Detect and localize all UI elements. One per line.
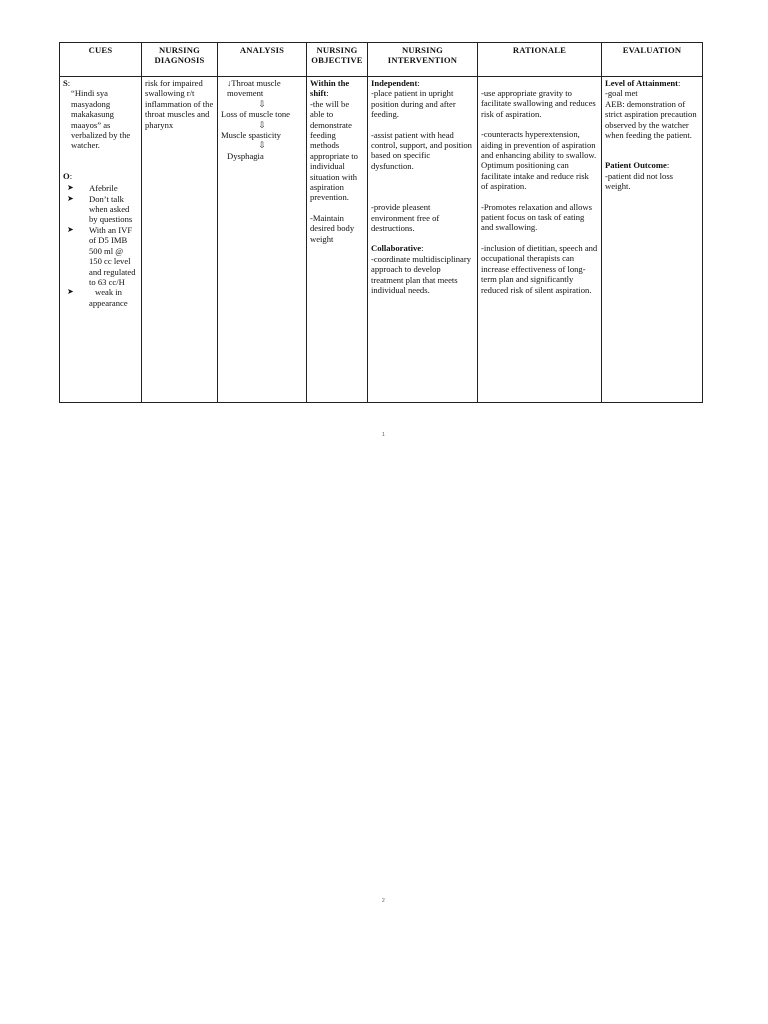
- analysis-line-4: Dysphagia: [227, 150, 264, 161]
- intervention-cell: [368, 77, 478, 403]
- nursing-care-plan-table: [59, 42, 703, 403]
- content-row: [60, 77, 703, 403]
- header-row: [60, 43, 703, 77]
- objective-text-1: -the will be able to demonstrate feeding methods appropriate to individual situation with aspiration prevention.: [310, 98, 358, 203]
- list-item: [67, 225, 138, 287]
- rationale-item-3: -Promotes relaxation and allows patient focus on task of eating and swallowing.: [481, 201, 592, 233]
- rationale-item-4: -inclusion of dietitian, speech and occupational therapists can increase effectiveness of long-term plan and significantly reduced risk of silent aspiration.: [481, 242, 598, 295]
- objective-cue-text: weak in appearance: [89, 287, 128, 308]
- subjective-label: S: [63, 78, 68, 88]
- diagnosis-text: risk for impaired swallowing r/t inflammation of the throat muscles and pharynx: [145, 78, 214, 130]
- cues-cell: [60, 77, 142, 403]
- independent-colon: :: [417, 78, 420, 88]
- down-arrow-icon: ⇩: [258, 140, 266, 151]
- objective-cue-text: With an IVF of D5 IMB 500 ml @ 150 cc level and regulated to 63 cc/H: [89, 224, 136, 287]
- analysis-cell: [218, 77, 307, 403]
- header-nursing-objective: NURSING OBJECTIVE: [307, 43, 368, 77]
- down-arrow-icon: ⇩: [258, 98, 266, 109]
- evaluation-aeb: AEB: demonstration of strict aspiration precaution observed by the watcher when feeding the patient.: [605, 98, 697, 141]
- independent-label: Independent: [371, 78, 418, 88]
- list-item: [67, 287, 138, 308]
- subjective-colon: :: [67, 78, 71, 88]
- arrow-bullet-icon: ➤: [67, 287, 74, 297]
- level-of-attainment-label: Level of Attainment: [605, 78, 679, 88]
- evaluation-goal: -goal met: [605, 88, 638, 99]
- collaborative-label: Collaborative: [371, 243, 422, 254]
- arrow-bullet-icon: ➤: [67, 193, 74, 203]
- analysis-line-3: Muscle spasticity: [221, 130, 281, 141]
- diagnosis-cell: [142, 77, 218, 403]
- objective-cue-text: Afebrile: [89, 183, 118, 194]
- subjective-quote: “Hindi sya masyadong makakasung maayos” as verbalized by the watcher.: [71, 88, 131, 151]
- patient-outcome-label: Patient Outcome: [605, 160, 667, 171]
- objective-colon: :: [69, 170, 73, 181]
- analysis-line-2: Loss of muscle tone: [221, 109, 290, 120]
- collaborative-colon: :: [421, 243, 424, 254]
- intervention-item-3: -provide pleasent environment free of destructions.: [371, 202, 440, 234]
- header-rationale: RATIONALE: [478, 43, 602, 77]
- header-cues: CUES: [60, 43, 142, 77]
- collaborative-text: -coordinate multidisciplinary approach to develop treatment plan that meets individual needs.: [371, 253, 471, 296]
- objective-cell: [307, 77, 368, 403]
- page-number-2: 2: [382, 898, 385, 904]
- objective-text-2: -Maintain desired body weight: [310, 212, 355, 244]
- level-colon: :: [678, 78, 681, 88]
- arrow-bullet-icon: ➤: [67, 183, 74, 193]
- rationale-cell: [478, 77, 602, 403]
- header-evaluation: EVALUATION: [602, 43, 703, 77]
- rationale-item-2: -counteracts hyperextension, aiding in prevention of aspiration and enhancing ability to swallow. Optimum positioning can facilitate intake and reduce risk of aspiration.: [481, 129, 597, 192]
- outcome-colon: :: [666, 160, 670, 171]
- objective-label: O: [63, 170, 70, 181]
- objective-heading: Within the shift: [310, 78, 350, 99]
- page-number-1: 1: [382, 432, 385, 438]
- intervention-item-1: -place patient in upright position during and after feeding.: [371, 88, 456, 120]
- down-arrow-icon: ⇩: [258, 119, 266, 130]
- header-nursing-intervention: NURSING INTERVENTION: [368, 43, 478, 77]
- patient-outcome-text: -patient did not loss weight.: [605, 170, 674, 192]
- list-item: [67, 183, 138, 193]
- arrow-bullet-icon: ➤: [67, 224, 74, 234]
- analysis-line-1: ↓Throat muscle movement: [227, 78, 281, 99]
- objective-cue-text: Don’t talk when asked by questions: [89, 193, 133, 225]
- header-nursing-diagnosis: NURSING DIAGNOSIS: [142, 43, 218, 77]
- rationale-item-1: -use appropriate gravity to facilitate swallowing and reduces risk of aspiration.: [481, 88, 596, 119]
- list-item: [67, 194, 138, 225]
- evaluation-cell: [602, 77, 703, 403]
- intervention-item-2: -assist patient with head control, support, and position based on specific dysfunction.: [371, 129, 472, 171]
- objective-cues-list: [63, 183, 138, 308]
- header-analysis: ANALYSIS: [218, 43, 307, 77]
- objective-heading-colon: :: [326, 88, 329, 99]
